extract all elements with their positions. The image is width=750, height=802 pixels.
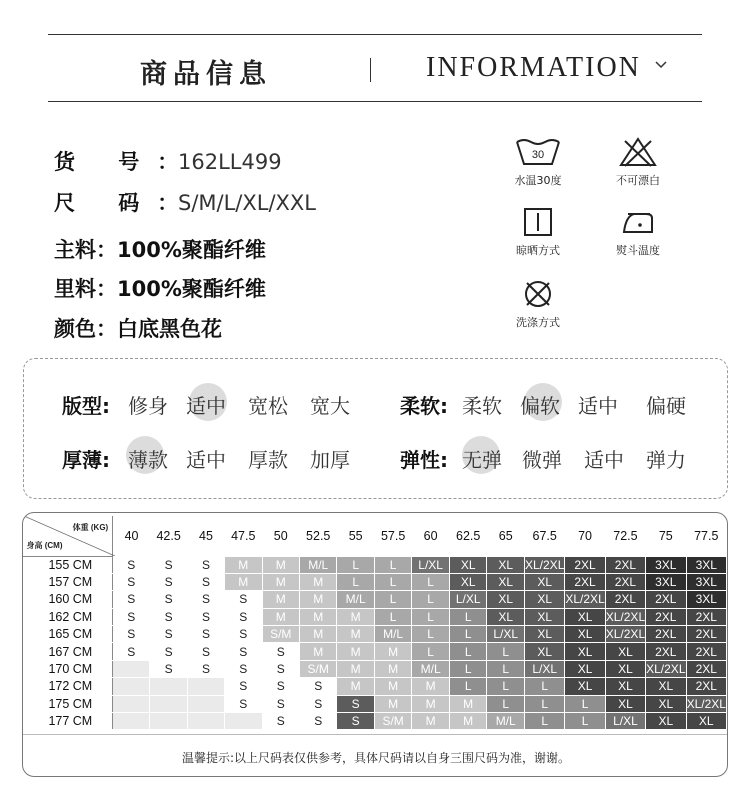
size-cell: S <box>150 660 188 677</box>
size-cell: XL/2XL <box>605 627 646 642</box>
size-cell: S <box>262 660 299 677</box>
size-cell: 2XL <box>565 556 605 573</box>
item-number-row <box>54 146 282 176</box>
height-header: 162 CM <box>24 608 113 625</box>
size-cell: L <box>449 626 487 643</box>
size-cell: S <box>150 608 188 625</box>
size-cell: L <box>374 608 412 625</box>
height-header: 157 CM <box>24 573 113 590</box>
weight-header: 52.5 <box>306 528 331 543</box>
size-label: 尺 码： <box>54 191 197 215</box>
size-cell: S <box>299 678 337 695</box>
size-cell: XL <box>525 608 565 625</box>
weight-header: 72.5 <box>613 528 638 543</box>
care-dry <box>498 206 578 258</box>
size-cell: M <box>299 626 337 643</box>
size-cell <box>187 678 224 695</box>
size-cell: S <box>187 573 224 590</box>
size-cell: L <box>487 660 525 677</box>
main-material-value: 100%聚酯纤维 <box>117 238 266 262</box>
size-cell: M/L <box>412 660 450 677</box>
size-cell: XL <box>487 608 525 625</box>
thickness-label: 厚薄: <box>62 448 110 472</box>
size-cell: M <box>337 678 374 695</box>
thickness-option: 薄款 <box>128 448 168 472</box>
size-cell: 2XL <box>565 573 605 590</box>
size-cell: S <box>187 660 224 677</box>
size-table-body <box>24 556 727 730</box>
height-header: 160 CM <box>24 591 113 608</box>
size-cell <box>187 695 224 712</box>
size-cell: L <box>374 556 412 573</box>
size-cell: XL <box>525 626 565 643</box>
size-row <box>54 187 316 217</box>
size-cell: M/L <box>299 556 337 573</box>
size-cell <box>113 660 150 677</box>
size-cell: L <box>412 591 450 608</box>
size-cell: M <box>262 608 299 625</box>
weight-header: 75 <box>658 528 673 543</box>
size-cell: 2XL <box>605 591 645 608</box>
size-cell: S <box>187 643 224 660</box>
height-header: 177 CM <box>24 713 113 730</box>
size-table <box>23 516 727 730</box>
size-cell: M <box>337 643 374 660</box>
care-iron <box>598 206 678 258</box>
item-number-label: 货 号： <box>54 150 197 174</box>
size-cell: XL <box>605 678 645 695</box>
size-cell: M <box>337 660 374 677</box>
header-divider <box>370 58 371 82</box>
size-cell: L <box>525 695 565 712</box>
size-cell <box>150 713 188 730</box>
size-cell: 3XL <box>686 556 727 573</box>
size-cell: XL <box>565 643 605 660</box>
size-cell: S <box>225 608 263 625</box>
fit-option: 修身 <box>128 394 168 418</box>
size-cell: XL <box>686 713 727 730</box>
size-cell: L/XL <box>525 660 565 677</box>
table-row <box>24 556 727 573</box>
height-header: 167 CM <box>24 643 113 660</box>
size-cell: S <box>187 608 224 625</box>
size-cell: M/L <box>337 591 374 608</box>
size-cell: M <box>449 695 487 712</box>
size-cell: M <box>262 556 299 573</box>
elasticity-option: 无弹 <box>462 448 502 472</box>
size-cell: M <box>262 573 299 590</box>
softness-option: 偏硬 <box>646 394 686 418</box>
no-tumble-dry-icon <box>522 278 554 310</box>
no-bleach-icon <box>618 136 658 168</box>
size-cell: L <box>565 713 605 730</box>
size-cell: 2XL <box>686 608 727 625</box>
size-cell <box>225 713 263 730</box>
size-cell: 2XL <box>646 591 686 608</box>
size-cell: S <box>187 591 224 608</box>
size-cell: S/M <box>262 626 299 643</box>
size-cell: L <box>449 678 487 695</box>
size-cell: XL <box>487 573 525 590</box>
lining-value: 100%聚酯纤维 <box>117 277 266 301</box>
size-cell: XL <box>646 713 686 730</box>
main-material-row <box>54 234 266 264</box>
softness-option: 偏软 <box>520 394 560 418</box>
table-row <box>24 678 727 695</box>
size-cell: M <box>412 713 450 730</box>
size-cell: 3XL <box>686 573 727 590</box>
svg-text:30: 30 <box>531 149 545 161</box>
table-corner <box>24 516 113 556</box>
size-cell: M <box>374 660 412 677</box>
size-cell: L <box>337 556 374 573</box>
size-cell: XL <box>605 643 645 660</box>
table-row <box>24 643 727 660</box>
size-cell: S <box>225 660 263 677</box>
softness-label: 柔软: <box>400 394 448 418</box>
care-wash <box>498 136 578 188</box>
iron-icon <box>618 206 658 238</box>
size-cell: L <box>525 713 565 730</box>
no-bleach-label: 不可漂白 <box>616 174 660 187</box>
size-cell: L/XL <box>605 713 645 730</box>
size-cell: S <box>150 591 188 608</box>
size-cell: L <box>374 573 412 590</box>
size-cell: S/M <box>299 660 337 677</box>
size-cell: M <box>225 573 263 590</box>
size-cell: XL <box>487 556 525 573</box>
size-cell <box>113 713 150 730</box>
weight-header: 50 <box>273 528 288 543</box>
size-cell: S <box>150 556 188 573</box>
size-cell: L <box>487 643 525 660</box>
elasticity-label: 弹性: <box>400 448 448 472</box>
size-cell: L <box>487 695 525 712</box>
size-cell: L <box>412 608 450 625</box>
softness-option: 柔软 <box>462 394 502 418</box>
size-cell: XL <box>565 678 605 695</box>
title-cn: 商品信息 <box>140 59 272 90</box>
size-cell: S <box>113 643 150 660</box>
table-row <box>24 660 727 677</box>
size-cell: 2XL <box>605 556 645 573</box>
weight-header: 40 <box>124 528 139 543</box>
size-cell: S <box>187 556 224 573</box>
height-header: 175 CM <box>24 695 113 712</box>
size-cell: XL/2XL <box>686 696 726 711</box>
size-cell: M <box>299 573 337 590</box>
fit-label: 版型: <box>62 394 110 418</box>
size-cell: S <box>337 713 374 730</box>
size-cell: S <box>113 556 150 573</box>
size-cell: XL/2XL <box>525 557 565 572</box>
line-dry-icon <box>522 206 554 238</box>
table-row <box>24 608 727 625</box>
height-header: 165 CM <box>24 626 113 643</box>
tip-divider <box>23 734 728 735</box>
size-cell: XL <box>449 556 487 573</box>
weight-header: 70 <box>578 528 593 543</box>
size-cell: S <box>262 695 299 712</box>
size-cell: M <box>262 591 299 608</box>
size-cell: L <box>412 626 450 643</box>
size-cell <box>113 695 150 712</box>
size-cell: S <box>113 608 150 625</box>
size-cell: XL <box>525 591 565 608</box>
weight-header: 62.5 <box>456 528 481 543</box>
size-cell: M <box>374 695 412 712</box>
size-cell: M <box>374 643 412 660</box>
thickness-option: 厚款 <box>248 448 288 472</box>
size-cell: M <box>225 556 263 573</box>
height-header: 172 CM <box>24 678 113 695</box>
size-cell: XL/2XL <box>565 592 605 607</box>
size-cell: M/L <box>374 626 412 643</box>
weight-header: 67.5 <box>532 528 557 543</box>
header-top-rule <box>48 34 702 35</box>
size-cell: S <box>225 591 263 608</box>
care-bleach <box>598 136 678 188</box>
lining-label: 里料： <box>54 277 117 301</box>
thickness-option: 加厚 <box>310 448 350 472</box>
weight-header: 65 <box>498 528 513 543</box>
size-cell: XL <box>525 643 565 660</box>
size-cell: L <box>412 643 450 660</box>
size-cell: XL/2XL <box>605 609 646 624</box>
size-cell: L/XL <box>449 591 487 608</box>
wash-label: 水温30度 <box>514 174 562 187</box>
weight-header: 60 <box>423 528 438 543</box>
size-cell: M <box>374 678 412 695</box>
size-cell: M <box>337 626 374 643</box>
weight-header: 45 <box>199 528 213 543</box>
size-cell: 2XL <box>686 660 727 677</box>
size-cell: L <box>487 678 525 695</box>
size-cell: S <box>225 643 263 660</box>
size-cell: S <box>113 591 150 608</box>
size-cell: 3XL <box>646 556 686 573</box>
size-cell: S <box>150 643 188 660</box>
size-cell: S <box>337 695 374 712</box>
size-cell: 2XL <box>605 573 645 590</box>
title-en: INFORMATION <box>426 52 641 83</box>
size-cell <box>187 713 224 730</box>
size-cell: M/L <box>487 713 525 730</box>
thickness-option: 适中 <box>186 448 226 472</box>
size-cell: XL <box>449 573 487 590</box>
care-dryclean <box>498 278 578 330</box>
fit-option: 适中 <box>186 394 226 418</box>
size-cell: 2XL <box>646 608 686 625</box>
size-cell: 3XL <box>646 573 686 590</box>
size-cell: L <box>565 695 605 712</box>
size-cell: S/M <box>374 713 412 730</box>
size-cell <box>150 695 188 712</box>
weight-axis-label: 体重 (KG) <box>72 523 109 532</box>
size-cell: S <box>262 678 299 695</box>
size-cell: L <box>449 660 487 677</box>
size-cell: L/XL <box>412 556 450 573</box>
softness-option: 适中 <box>578 394 618 418</box>
size-cell: S <box>225 678 263 695</box>
size-value: S/M/L/XL/XXL <box>178 191 317 215</box>
size-cell: XL <box>646 695 686 712</box>
size-cell: L <box>337 573 374 590</box>
size-cell: XL <box>487 591 525 608</box>
height-header: 155 CM <box>24 556 113 573</box>
fit-option: 宽松 <box>248 394 288 418</box>
properties-box <box>23 358 728 499</box>
chevron-down-icon <box>654 60 668 70</box>
size-tip: 温馨提示:以上尺码表仅供参考，具体尺码请以自身三围尺码为准，谢谢。 <box>181 751 571 765</box>
size-cell: L <box>525 678 565 695</box>
size-cell: M <box>337 608 374 625</box>
header-bottom-rule <box>48 101 702 102</box>
size-cell: S <box>225 695 263 712</box>
elasticity-option: 弹力 <box>646 448 686 472</box>
size-cell: L/XL <box>487 626 525 643</box>
size-cell: L <box>374 591 412 608</box>
dry-label: 晾晒方式 <box>516 244 560 257</box>
size-cell: M <box>412 695 450 712</box>
weight-header: 57.5 <box>380 528 406 543</box>
size-cell: S <box>150 626 188 643</box>
height-header: 170 CM <box>24 660 113 677</box>
size-cell: XL <box>565 626 605 643</box>
size-cell: XL <box>565 660 605 677</box>
size-cell <box>150 678 188 695</box>
table-row <box>24 695 727 712</box>
table-row <box>24 573 727 590</box>
size-cell: 3XL <box>686 591 727 608</box>
size-cell: M <box>412 678 450 695</box>
size-cell: S <box>150 573 188 590</box>
size-cell: S <box>225 626 263 643</box>
color-value: 白底黑色花 <box>117 317 222 341</box>
size-cell: 2XL <box>686 626 727 643</box>
size-cell: S <box>299 713 337 730</box>
color-row <box>54 313 222 343</box>
table-row <box>24 626 727 643</box>
size-cell: M <box>299 591 337 608</box>
wash-30-icon <box>514 136 562 168</box>
color-label: 颜色： <box>54 317 117 341</box>
size-cell: S <box>113 626 150 643</box>
size-cell: XL <box>565 608 605 625</box>
weight-header: 42.5 <box>156 528 181 543</box>
size-cell: L <box>449 608 487 625</box>
size-table-header <box>24 516 727 556</box>
size-cell <box>113 678 150 695</box>
weight-header: 55 <box>348 528 363 543</box>
iron-label: 熨斗温度 <box>616 244 660 257</box>
size-cell: XL <box>525 573 565 590</box>
size-cell: 2XL <box>646 626 686 643</box>
size-cell: L <box>412 573 450 590</box>
size-cell: M <box>299 608 337 625</box>
elasticity-option: 微弹 <box>522 448 562 472</box>
size-cell: XL/2XL <box>646 662 686 677</box>
fit-option: 宽大 <box>310 394 350 418</box>
size-cell: S <box>262 713 299 730</box>
size-cell: M <box>449 713 487 730</box>
size-cell: XL <box>605 660 645 677</box>
size-cell: L <box>449 643 487 660</box>
height-axis-label: 身高 (CM) <box>26 540 63 550</box>
size-cell: XL <box>646 678 686 695</box>
dryclean-label: 洗涤方式 <box>516 316 560 329</box>
table-row <box>24 591 727 608</box>
weight-header: 47.5 <box>231 528 256 543</box>
item-number-value: 162LL499 <box>178 150 282 174</box>
size-cell: S <box>299 695 337 712</box>
size-cell: 2XL <box>646 643 686 660</box>
size-cell: S <box>262 643 299 660</box>
size-cell: 2XL <box>686 643 727 660</box>
elasticity-option: 适中 <box>584 448 624 472</box>
main-material-label: 主料： <box>54 238 117 262</box>
size-cell: XL <box>605 695 645 712</box>
table-row <box>24 713 727 730</box>
size-chart <box>22 512 728 777</box>
weight-header: 77.5 <box>694 528 719 543</box>
size-cell: 2XL <box>686 678 727 695</box>
lining-row <box>54 273 266 303</box>
size-cell: S <box>113 573 150 590</box>
size-cell: S <box>187 626 224 643</box>
size-cell: M <box>299 643 337 660</box>
